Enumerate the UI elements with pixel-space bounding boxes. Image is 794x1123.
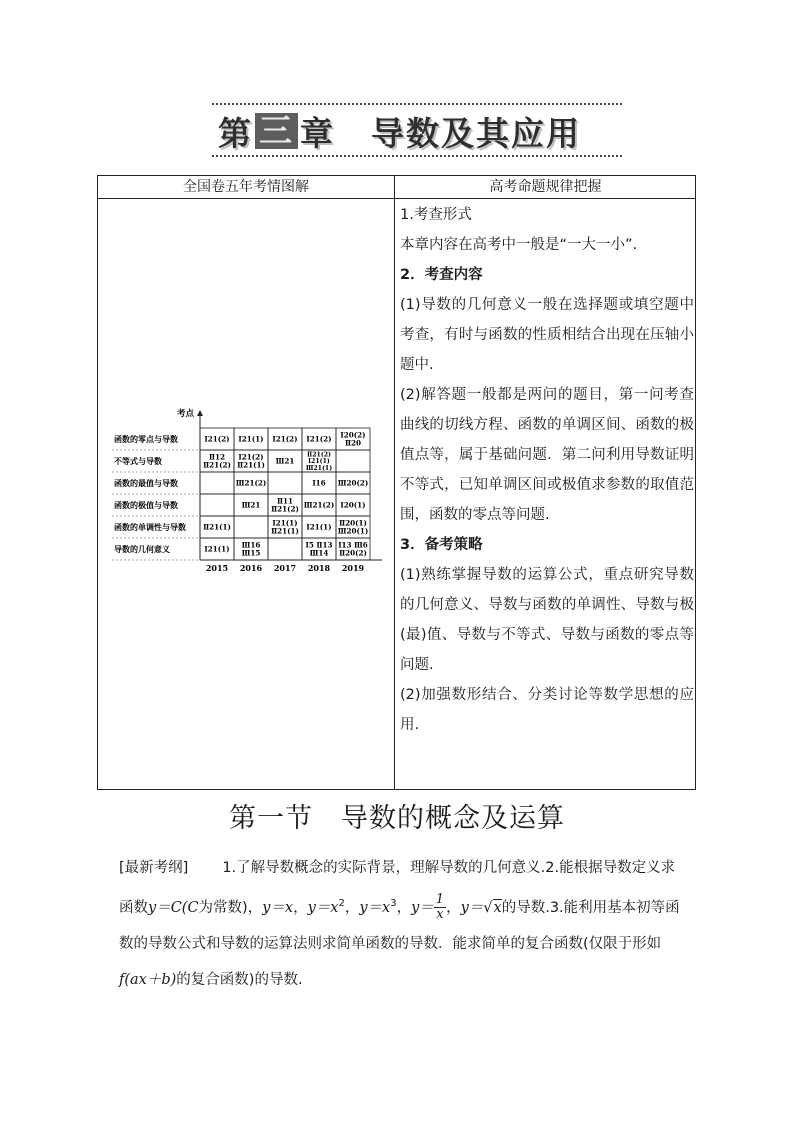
cell-value [306,541,333,558]
grid-cell [200,472,234,494]
cell-value-line: Ⅰ21(2) [238,452,264,462]
cell-value [306,435,331,444]
sqrt-icon: √ [483,899,493,916]
cell-value-line: Ⅰ21(1) [204,544,230,554]
cell-value-line: Ⅲ21 [241,500,261,510]
cell-value [306,523,331,532]
cell-value [338,541,368,558]
cell-value-line: Ⅰ20(1) [340,500,366,510]
cell-value-line: Ⅰ21(1) [306,522,332,532]
cell-value [338,479,369,488]
cell-value-line: Ⅲ15 [241,548,261,558]
cell-value-line: Ⅱ21(1) [237,460,265,470]
row-label: 函数的单调性与导数 [114,522,186,532]
x-tick-label: 2017 [273,563,297,573]
grid-cell [268,538,302,560]
grid-cell [200,494,234,516]
pattern-paragraph: (2)加强数形结合、分类讨论等数学思想的应用. [400,687,694,733]
cell-value [312,479,325,488]
row-label: 函数的最值与导数 [114,478,178,488]
cell-value-line: Ⅱ20 [344,438,362,448]
cell-value-line: Ⅰ21(1) [238,434,264,444]
cell-value-line: Ⅰ13 Ⅲ6 [338,540,368,550]
row-label: 函数的零点与导数 [114,434,178,444]
pattern-paragraph: 2．考查内容 [400,267,483,283]
cell-value-line: Ⅱ21(2) [307,451,331,459]
cell-value [203,453,231,470]
cell-value [237,453,265,470]
cell-value [304,501,335,510]
cell-value-line: Ⅰ21(1) [308,458,330,466]
cell-value [338,519,369,536]
chapter-number: 三 [255,113,298,149]
outline-label: [最新考纲] [119,860,189,876]
row-label: 导数的几何意义 [114,544,170,554]
exam-frequency-grid-chart [112,408,382,578]
pattern-paragraph: (1)熟练掌握导数的运算公式，重点研究导数的几何意义、导数与函数的单调性、导数与极(最)值、导数与不等式、导数与函数的零点等问题. [400,567,694,673]
cell-value-line: Ⅲ21(2) [303,500,335,510]
cell-value-line: Ⅰ21(1) [272,518,298,528]
exam-overview-table [97,175,696,790]
x-tick-label: 2015 [205,563,229,573]
cell-value [242,501,261,510]
chapter-title [218,111,581,151]
cell-value [271,497,299,514]
grid-cell [268,472,302,494]
pattern-paragraph: (2)解答题一般都是两问的题目，第一问考查曲线的切线方程、函数的单调区间、函数的极值点等，属于基础问题．第二问利用导数证明不等式，已知单调区间或极值求参数的取值范围，函数的零点等问题. [400,387,694,523]
cell-value-line: Ⅲ16 [241,540,261,550]
section-title: 第一节 导数的概念及运算 [229,803,565,834]
cell-value-line: Ⅱ20(2) [339,548,367,558]
cell-value-line: Ⅲ20(2) [337,478,369,488]
cell-value [238,435,263,444]
cell-value-line: Ⅲ21(1) [305,464,333,472]
cell-value-line: Ⅰ21(2) [272,434,298,444]
banner-dotted-line-top [212,103,622,105]
outline-paragraph: [最新考纲] 1.了解导数概念的实际背景，理解导数的几何意义.2.能根据导数定义求函数y＝C(C为常数)，y＝x，$y=x^2$，$y=x^3$，y＝ $\frac{1}{x}$ ，y＝√x的导数.3.能利用基本初等函数的导数公式和导数的运算法则求简单函数的导数．能求简单的复合函数(仅限于形如f(ax＋b)的复合函数)的导数. [119,860,680,988]
cell-value [340,431,365,448]
grid-cell [234,516,268,538]
table-header-left: 全国卷五年考情图解 [183,179,309,195]
chapter-prefix: 第 [218,113,253,153]
table-header-right: 高考命题规律把握 [489,179,602,195]
cell-value-line: Ⅱ11 [276,496,294,506]
cell-value [203,523,231,532]
cell-value-line: Ⅲ20(1) [337,526,369,536]
chapter-banner [212,103,622,159]
cell-value-line: Ⅰ21(2) [306,434,332,444]
exam-pattern-text [400,200,694,740]
cell-value-line: Ⅱ21(1) [271,526,299,536]
cell-value-line: Ⅱ21(2) [203,460,231,470]
y-axis-label: 考点 [176,409,194,419]
row-label: 函数的极值与导数 [114,500,178,510]
cell-value-line: Ⅰ5 Ⅱ13 [305,540,333,550]
cell-value-line: Ⅱ12 [208,452,226,462]
banner-dotted-line-bottom [212,155,622,157]
x-tick-label: 2018 [307,563,331,573]
cell-value-line: Ⅱ21(1) [203,522,231,532]
cell-value-line: Ⅲ14 [309,548,329,558]
cell-value [340,501,365,510]
cell-value-line: Ⅰ16 [312,478,326,488]
fraction-one-over-x: $\frac{1}{x}$ [435,892,445,923]
cell-value-line: Ⅰ20(2) [340,430,366,440]
cell-value-line: Ⅱ20(1) [339,518,367,528]
cell-value [242,541,261,558]
cell-value [236,479,267,488]
cell-value-line: Ⅲ21(2) [235,478,267,488]
chapter-name: 导数及其应用 [371,113,581,153]
y-axis-arrow-icon [197,410,203,416]
x-tick-label: 2019 [341,563,365,573]
pattern-paragraph: 本章内容在高考中一般是“一大一小”. [400,237,638,253]
cell-value [272,435,297,444]
pattern-paragraph: (1)导数的几何意义一般在选择题或填空题中考查，有时与函数的性质相结合出现在压轴小题中. [400,297,694,373]
grid-cell [336,450,370,472]
learning-outline [119,850,684,998]
cell-value [204,545,229,554]
cell-value [204,435,229,444]
row-label: 不等式与导数 [114,456,162,466]
chapter-suffix: 章 [300,113,335,153]
x-tick-label: 2016 [239,563,263,573]
cell-value [306,452,332,472]
cell-value [271,519,299,536]
cell-value-line: Ⅲ21 [275,456,295,466]
cell-value [276,457,295,466]
cell-value-line: Ⅱ21(2) [271,504,299,514]
pattern-paragraph: 3．备考策略 [400,537,483,553]
cell-value-line: Ⅰ21(2) [204,434,230,444]
pattern-paragraph: 1.考查形式 [400,207,472,223]
